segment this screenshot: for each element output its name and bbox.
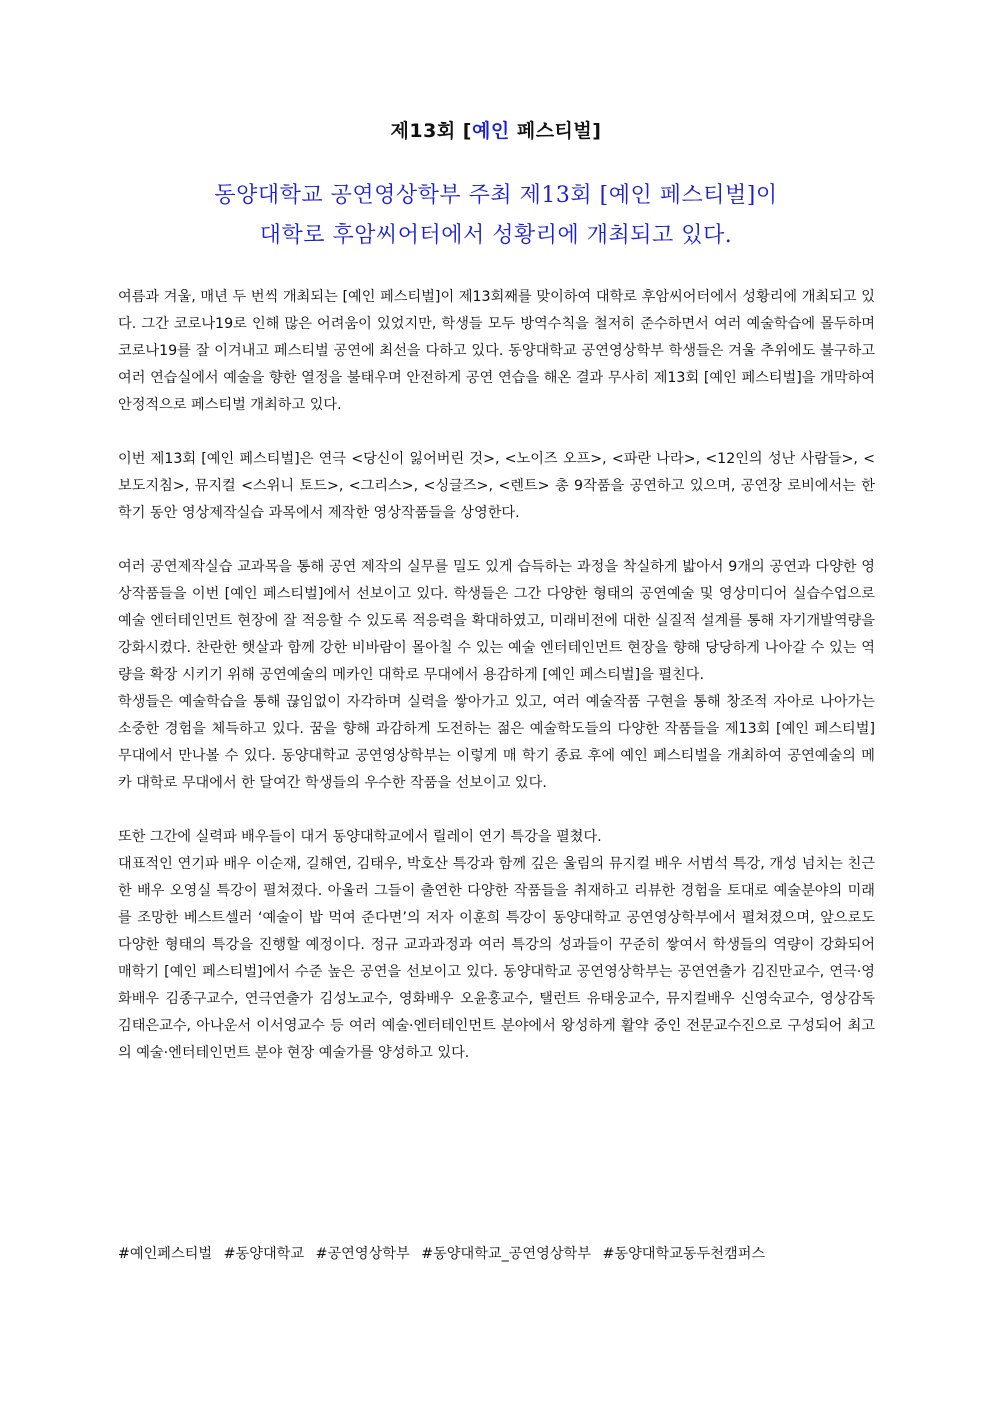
hashtag: #동양대학교	[223, 1246, 305, 1262]
paragraph-intro: 여름과 겨울, 매년 두 번씩 개최되는 [예인 페스티벌]이 제13회째를 맞이하여 대학로 후암씨어터에서 성황리에 개최되고 있다. 그간 코로나19로 인해 많은 어려움이 있었지만, 학생들 모두 방역수칙을 철저히 준수하면서 여러 예술학습에 몰두하며 코로나19를 잘 이겨내고 페스티벌 공연에 최선을 다하고 있다. 동양대학교 공연영상학부 학생들은 겨울 추위에도 불구하고 여러 연습실에서 예술을 향한 열정을 불태우며 안전하게 공연 연습을 해온 결과 무사히 제13회 [예인 페스티벌]을 개막하여 안정적으로 페스티벌 개최하고 있다.	[118, 289, 875, 413]
hashtag: #공연영상학부	[315, 1246, 410, 1262]
hashtag: #예인페스티벌	[118, 1246, 213, 1262]
paragraph-students: 학생들은 예술학습을 통해 끊임없이 자각하며 실력을 쌓아가고 있고, 여러 예술작품 구현을 통해 창조적 자아로 나아가는 소중한 경험을 체득하고 있다. 꿈을 향해 과감하게 도전하는 젊은 예술학도들의 다양한 작품들을 제13회 [예인 페스티벌] 무대에서 만나볼 수 있다. 동양대학교 공연영상학부는 이렇게 매 학기 종료 후에 예인 페스티벌을 개최하여 공연예술의 메카 대학로 무대에서 한 달여간 학생들의 우수한 작품을 선보이고 있다.	[118, 694, 875, 791]
hashtag: #동양대학교_공연영상학부	[421, 1246, 591, 1262]
hashtag-list	[118, 1241, 772, 1268]
subtitle-line-2: 대학로 후암씨어터에서 성황리에 개최되고 있다.	[259, 223, 733, 248]
paragraph-lectures: 대표적인 연기파 배우 이순재, 길해연, 김태우, 박호산 특강과 함께 깊은 울림의 뮤지컬 배우 서범석 특강, 개성 넘치는 친근한 배우 오영실 특강이 펼쳐졌다. 아울러 그들이 출연한 다양한 작품들을 취재하고 리뷰한 경험을 토대로 예술분야의 미래를 조망한 베스트셀러 ‘예술이 밥 먹여 준다면’의 저자 이훈희 특강이 동양대학교 공연영상학부에서 펼쳐졌으며, 앞으로도 다양한 형태의 특강을 진행할 예정이다. 정규 교과과정과 여러 특강의 성과들이 꾸준히 쌓여서 학생들의 역량이 강화되어 매학기 [예인 페스티벌]에서 수준 높은 공연을 선보이고 있다. 동양대학교 공연영상학부는 공연연출가 김진만교수, 연극·영화배우 김종구교수, 연극연출가 김성노교수, 영화배우 오윤홍교수, 탤런트 유태웅교수, 뮤지컬배우 신영숙교수, 영상감독 김태은교수, 아나운서 이서영교수 등 여러 예술·엔터테인먼트 분야에서 왕성하게 활약 중인 전문교수진으로 구성되어 최고의 예술·엔터테인먼트 분야 현장 예술가를 양성하고 있다.	[118, 856, 875, 1061]
article-body	[118, 284, 875, 1067]
paragraph-program: 이번 제13회 [예인 페스티벌]은 연극 <당신이 잃어버린 것>, <노이즈 오프>, <파란 나라>, <12인의 성난 사람들>, <보도지침>, 뮤지컬 <스위니 토드>, <그리스>, <싱글즈>, <렌트> 총 9작품을 공연하고 있으며, 공연장 로비에서는 한 학기 동안 영상제작실습 과목에서 제작한 영상작품들을 상영한다.	[118, 451, 875, 521]
paragraph-lectures-intro: 또한 그간에 실력파 배우들이 대거 동양대학교에서 릴레이 연기 특강을 펼쳤다.	[118, 829, 602, 845]
title-prefix: 제13회 [	[390, 120, 472, 142]
subtitle-line-1: 동양대학교 공연영상학부 주최 제13회 [예인 페스티벌]이	[214, 183, 778, 208]
document-title	[0, 116, 992, 143]
document-subtitle	[0, 176, 992, 256]
hashtag: #동양대학교동두천캠퍼스	[602, 1246, 766, 1262]
title-highlight: 예인	[472, 120, 510, 142]
paragraph-practice: 여러 공연제작실습 교과목을 통해 공연 제작의 실무를 밀도 있게 습득하는 과정을 착실하게 밟아서 9개의 공연과 다양한 영상작품들을 이번 [예인 페스티벌]에서 선보이고 있다. 학생들은 그간 다양한 형태의 공연예술 및 영상미디어 실습수업으로 예술 엔터테인먼트 현장에 잘 적응할 수 있도록 적응력을 확대하였고, 미래비전에 대한 실질적 설계를 통해 자기개발역량을 강화시켰다. 찬란한 햇살과 함께 강한 비바람이 몰아칠 수 있는 예술 엔터테인먼트 현장을 향해 당당하게 나아갈 수 있는 역량을 확장 시키기 위해 공연예술의 메카인 대학로 무대에서 용감하게 [예인 페스티벌]을 펼친다.	[118, 559, 875, 683]
title-suffix: 페스티벌]	[509, 120, 602, 142]
